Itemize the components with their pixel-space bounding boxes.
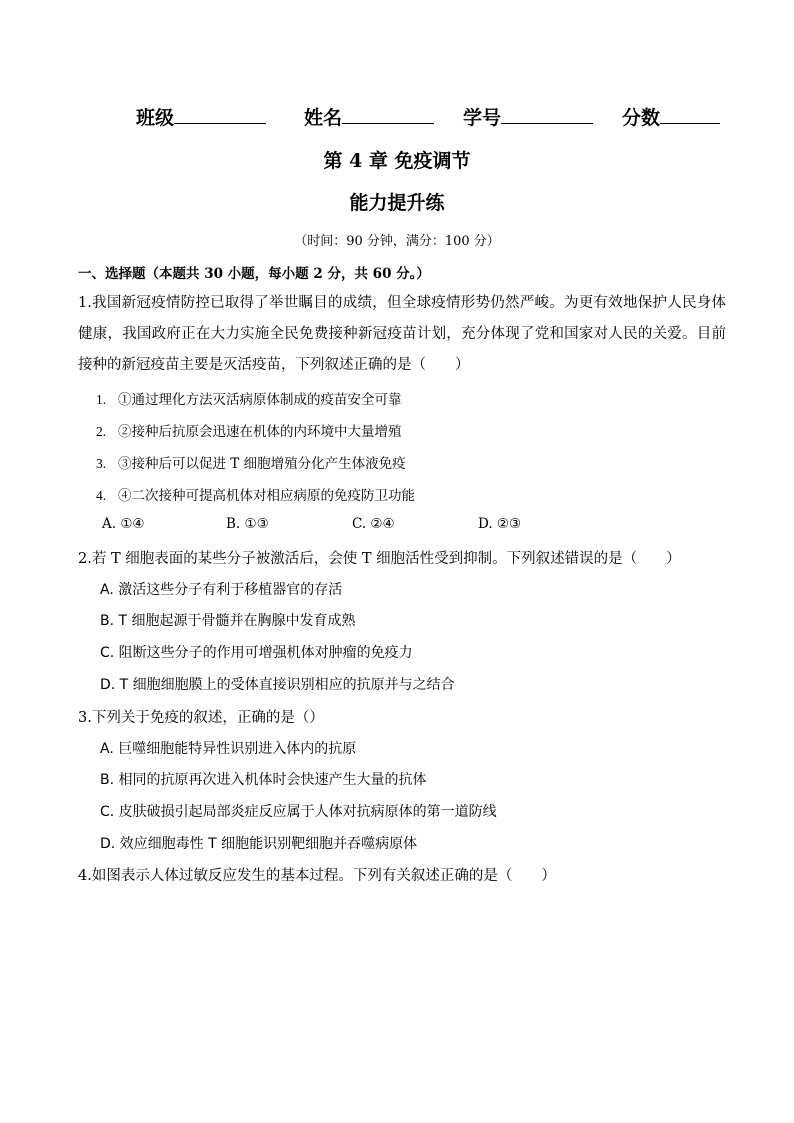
name-blank[interactable] — [342, 103, 434, 124]
option-a[interactable]: A. 巨噬细胞能特异性识别进入体内的抗原 — [100, 741, 357, 757]
question-2-stem: 2.若 T 细胞表面的某些分子被激活后，会使 T 细胞活性受到抑制。下列叙述错误的是（ ） — [78, 551, 681, 567]
option-d[interactable]: D. ②③ — [478, 516, 522, 532]
class-label: 班级 — [136, 107, 175, 129]
option-b[interactable]: B. 相同的抗原再次进入机体时会快速产生大量的抗体 — [100, 772, 427, 788]
question-3-stem: 3.下列关于免疫的叙述，正确的是（） — [78, 710, 324, 726]
section-heading: 一、选择题（本题共 30 小题，每小题 2 分，共 60 分。） — [78, 266, 430, 282]
student-id-label: 学号 — [463, 107, 502, 129]
option-d[interactable]: D. 效应细胞毒性 T 细胞能识别靶细胞并吞噬病原体 — [100, 836, 418, 852]
exam-info: （时间：90 分钟，满分：100 分） — [294, 234, 500, 249]
question-4-stem: 4.如图表示人体过敏反应发生的基本过程。下列有关叙述正确的是（ ） — [78, 868, 556, 884]
student-id-field — [463, 103, 593, 130]
statement-text: ④二次接种可提高机体对相应病原的免疫防卫功能 — [118, 488, 415, 504]
name-field — [304, 103, 434, 130]
score-field — [622, 103, 720, 130]
statement-number: 1. — [96, 392, 107, 407]
option-b[interactable]: B. T 细胞起源于骨髓并在胸腺中发育成熟 — [100, 613, 356, 629]
practice-title: 能力提升练 — [349, 192, 445, 214]
class-field — [136, 103, 266, 130]
score-blank[interactable] — [660, 103, 720, 124]
question-1-stem: 1.我国新冠疫情防控已取得了举世瞩目的成绩，但全球疫情形势仍然严峻。为更有效地保护人民身体健康，我国政府正在大力实施全民免费接种新冠疫苗计划，充分体现了党和国家对人民的关爱。目前接种的新冠疫苗主要是灭活疫苗，下列叙述正确的是（ ） — [78, 295, 726, 373]
statement-item — [96, 452, 406, 472]
statement-item — [96, 484, 415, 504]
class-blank[interactable] — [174, 103, 266, 124]
statement-number: 3. — [96, 456, 107, 471]
option-a[interactable]: A. ①④ — [102, 516, 145, 532]
option-c[interactable]: C. 皮肤破损引起局部炎症反应属于人体对抗病原体的第一道防线 — [100, 804, 497, 820]
student-info-header — [0, 103, 794, 131]
name-label: 姓名 — [304, 107, 343, 129]
option-b[interactable]: B. ①③ — [226, 516, 269, 532]
option-c[interactable]: C. ②④ — [352, 516, 395, 532]
option-d[interactable]: D. T 细胞细胞膜上的受体直接识别相应的抗原并与之结合 — [100, 677, 455, 693]
chapter-title: 第 4 章 免疫调节 — [323, 150, 471, 172]
statement-number: 4. — [96, 488, 107, 503]
statement-item — [96, 420, 402, 440]
score-label: 分数 — [622, 107, 661, 129]
statement-item — [96, 388, 402, 408]
statement-text: ①通过理化方法灭活病原体制成的疫苗安全可靠 — [118, 392, 402, 408]
statement-text: ③接种后可以促进 T 细胞增殖分化产生体液免疫 — [118, 456, 406, 472]
student-id-blank[interactable] — [501, 103, 593, 124]
statement-text: ②接种后抗原会迅速在机体的内环境中大量增殖 — [118, 424, 402, 440]
option-a[interactable]: A. 激活这些分子有利于移植器官的存活 — [100, 582, 343, 598]
statement-number: 2. — [96, 424, 107, 439]
option-c[interactable]: C. 阻断这些分子的作用可增强机体对肿瘤的免疫力 — [100, 645, 413, 661]
